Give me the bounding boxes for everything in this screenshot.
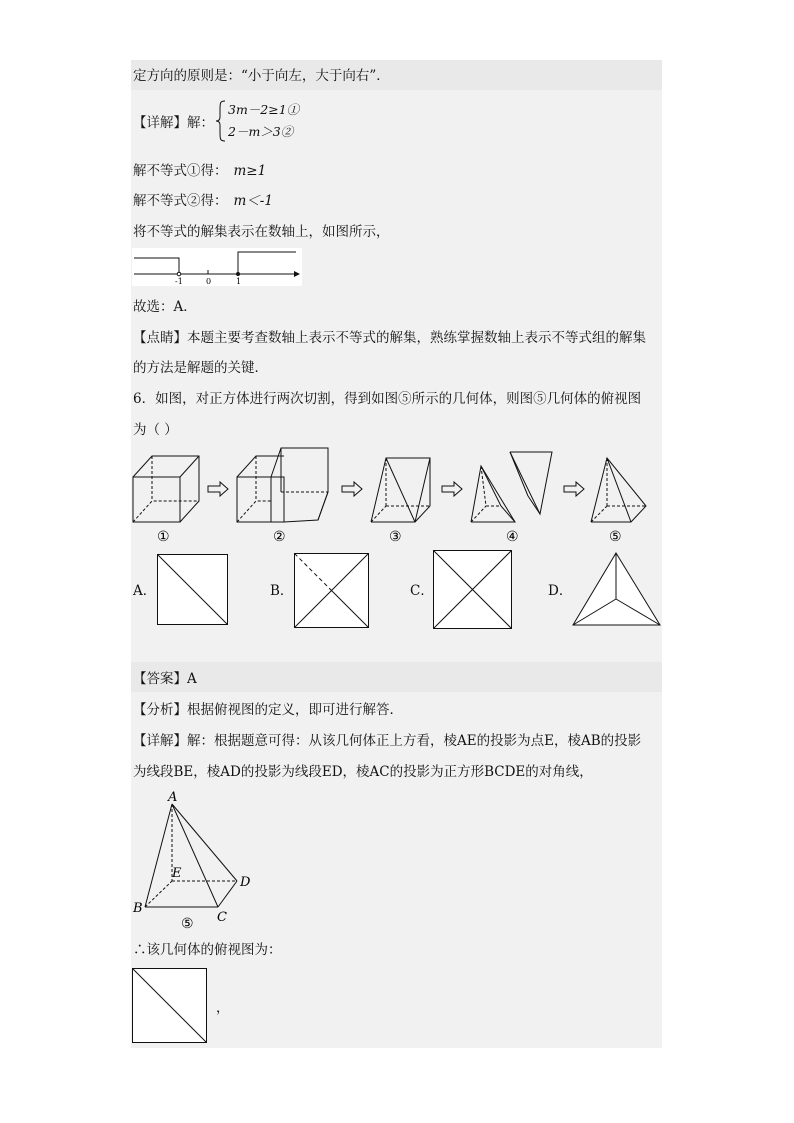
detail-line: 【详解】解：根据题意可得：从该几何体正上方看，棱AE的投影为点E，棱AB的投影 [133,733,642,749]
figure-number: ⑤ [181,916,194,932]
shade-band [131,662,662,692]
system-eq-2: 2－m＞3② [228,124,294,139]
text-segment: 解不等式①得： [133,163,228,179]
figure-number: ③ [389,529,402,545]
vertex-label: B [133,901,143,916]
vertex-label: C [217,910,227,925]
text-line [133,162,266,180]
figure-number: ① [157,529,170,545]
text-line [133,192,273,210]
math-expression: m＜-1 [233,193,273,209]
option-label-c: C． [410,583,434,599]
figure-number: ② [273,529,286,545]
option-c-figure [433,550,513,630]
figure-number: ⑤ [609,529,622,545]
text-line: 的方法是解题的关键． [133,360,268,376]
tick-label: 0 [206,277,212,286]
text-segment: 解不等式②得： [133,193,228,209]
detail-line: 为线段BE，棱AD的投影为线段ED，棱AC的投影为正方形BCDE的对角线， [133,764,593,780]
vertex-label: A [168,790,178,805]
vertex-label: E [172,866,182,881]
brace [215,100,227,142]
text-line: 【点睛】本题主要考查数轴上表示不等式的解集，熟练掌握数轴上表示不等式组的解集 [133,330,646,346]
math-expression: m≥1 [233,163,267,179]
answer-top-view-figure [132,968,210,1046]
option-d-figure [572,552,662,628]
question-text: 6．如图，对正方体进行两次切割，得到如图⑤所示的几何体，则图⑤几何体的俯视图 [133,391,642,407]
system-eq-1: 3m－2≥1① [228,102,300,117]
vertex-label: D [240,875,251,890]
answer-line: 【答案】A [133,671,197,687]
therefore-line: ∴该几何体的俯视图为： [133,942,282,958]
tick-label: 1 [236,277,242,286]
number-line [132,248,302,286]
text-line: 定方向的原则是：“小于向左，大于向右”． [133,68,390,84]
analysis-line: 【分析】根据俯视图的定义，即可进行解答． [133,702,403,718]
pyramid-figure [132,790,262,930]
tick-label: -1 [175,277,183,286]
text-line: 故选：A． [133,299,197,315]
option-b-figure [294,553,370,629]
question-text: 为（ ） [133,422,178,438]
text-line: 将不等式的解集表示在数轴上，如图所示， [133,224,390,240]
detail-label: 【详解】解： [133,115,214,131]
option-label-b: B． [270,583,294,599]
option-label-d: D． [548,583,573,599]
trailing-comma: ， [216,1000,230,1016]
option-label-a: A． [133,583,157,599]
option-a-figure [157,554,229,626]
cube-cutting-figures [130,444,660,546]
figure-number: ④ [506,529,519,545]
